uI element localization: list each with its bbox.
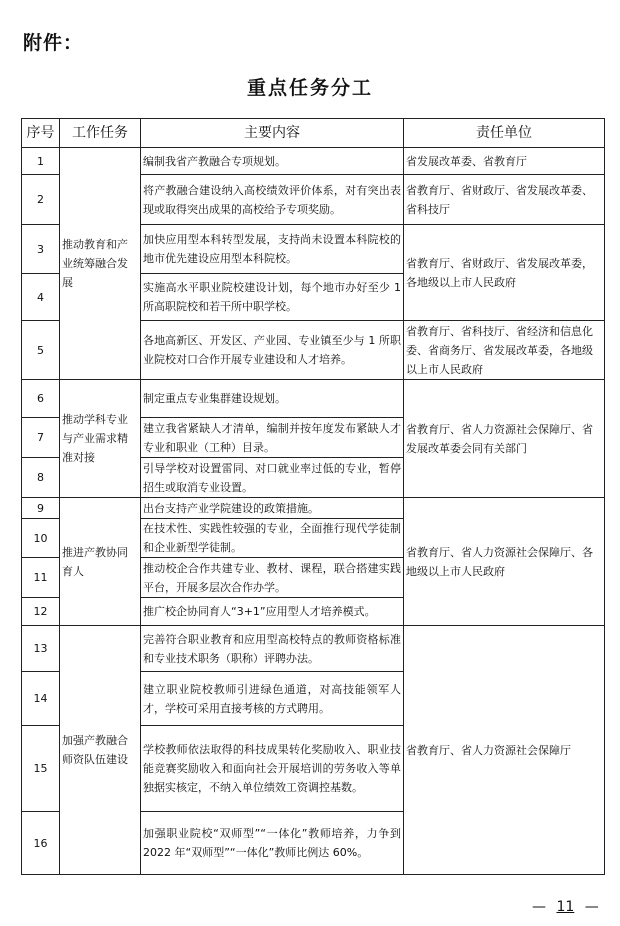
table-row — [22, 148, 605, 175]
row-num: 11 — [22, 558, 60, 598]
responsible-cell: 省教育厅、省人力资源社会保障厅、省发展改革委会同有关部门 — [404, 380, 605, 498]
task-cell: 推进产教协同育人 — [60, 498, 141, 626]
responsible-cell: 省教育厅、省人力资源社会保障厅 — [404, 626, 605, 875]
row-content: 学校教师依法取得的科技成果转化奖励收入、职业技能竞赛奖励收入和面向社会开展培训的劳务收入等单独据实核定，不纳入单位绩效工资调控基数。 — [141, 726, 404, 812]
attachment-label: 附件： — [23, 32, 84, 54]
task-cell: 加强产教融合师资队伍建设 — [60, 626, 141, 875]
row-num: 6 — [22, 380, 60, 418]
row-content: 建立我省紧缺人才清单，编制并按年度发布紧缺人才专业和职业（工种）目录。 — [141, 418, 404, 458]
header-task: 工作任务 — [60, 119, 141, 148]
row-num: 1 — [22, 148, 60, 175]
page-footer — [532, 899, 599, 915]
row-num: 8 — [22, 458, 60, 498]
responsible-cell: 省教育厅、省人力资源社会保障厅、各地级以上市人民政府 — [404, 498, 605, 626]
row-num: 16 — [22, 812, 60, 875]
task-table — [21, 118, 605, 875]
row-content: 实施高水平职业院校建设计划，每个地市办好至少 1 所高职院校和若干所中职学校。 — [141, 274, 404, 321]
row-num: 14 — [22, 672, 60, 726]
table-row — [22, 380, 605, 418]
row-content: 推广校企协同育人“3+1”应用型人才培养模式。 — [141, 598, 404, 626]
row-content: 建立职业院校教师引进绿色通道，对高技能领军人才，学校可采用直接考核的方式聘用。 — [141, 672, 404, 726]
table-row — [22, 626, 605, 672]
row-content: 完善符合职业教育和应用型高校特点的教师资格标准和专业技术职务（职称）评聘办法。 — [141, 626, 404, 672]
row-num: 3 — [22, 225, 60, 274]
row-content: 将产教融合建设纳入高校绩效评价体系，对有突出表现或取得突出成果的高校给予专项奖励。 — [141, 175, 404, 225]
header-content: 主要内容 — [141, 119, 404, 148]
row-content: 推动校企合作共建专业、教材、课程，联合搭建实践平台，开展多层次合作办学。 — [141, 558, 404, 598]
row-num: 12 — [22, 598, 60, 626]
responsible-cell: 省教育厅、省科技厅、省经济和信息化委、省商务厅、省发展改革委，各地级以上市人民政府 — [404, 321, 605, 380]
task-cell: 推动教育和产业统筹融合发展 — [60, 148, 141, 380]
footer-dash-right: — — [584, 899, 599, 915]
footer-dash-left: — — [532, 899, 546, 915]
row-content: 出台支持产业学院建设的政策措施。 — [141, 498, 404, 519]
responsible-cell: 省教育厅、省财政厅、省发展改革委，各地级以上市人民政府 — [404, 225, 605, 321]
row-num: 2 — [22, 175, 60, 225]
responsible-cell: 省教育厅、省财政厅、省发展改革委、省科技厅 — [404, 175, 605, 225]
row-num: 7 — [22, 418, 60, 458]
row-num: 10 — [22, 519, 60, 558]
row-content: 加强职业院校“双师型”“一体化”教师培养，力争到 2022 年“双师型”“一体化”教师比例达 60%。 — [141, 812, 404, 875]
row-content: 在技术性、实践性较强的专业，全面推行现代学徒制和企业新型学徒制。 — [141, 519, 404, 558]
responsible-cell: 省发展改革委、省教育厅 — [404, 148, 605, 175]
row-content: 编制我省产教融合专项规划。 — [141, 148, 404, 175]
row-num: 15 — [22, 726, 60, 812]
table-row — [22, 498, 605, 519]
row-num: 4 — [22, 274, 60, 321]
header-num: 序号 — [22, 119, 60, 148]
row-num: 13 — [22, 626, 60, 672]
page-title: 重点任务分工 — [246, 77, 373, 99]
row-num: 5 — [22, 321, 60, 380]
row-content: 引导学校对设置雷同、对口就业率过低的专业，暂停招生或取消专业设置。 — [141, 458, 404, 498]
page-number: 11 — [556, 899, 575, 915]
task-cell: 推动学科专业与产业需求精准对接 — [60, 380, 141, 498]
row-content: 各地高新区、开发区、产业园、专业镇至少与 1 所职业院校对口合作开展专业建设和人才培养。 — [141, 321, 404, 380]
header-responsible: 责任单位 — [404, 119, 605, 148]
table-header-row — [22, 119, 605, 148]
row-content: 加快应用型本科转型发展，支持尚未设置本科院校的地市优先建设应用型本科院校。 — [141, 225, 404, 274]
row-content: 制定重点专业集群建设规划。 — [141, 380, 404, 418]
row-num: 9 — [22, 498, 60, 519]
